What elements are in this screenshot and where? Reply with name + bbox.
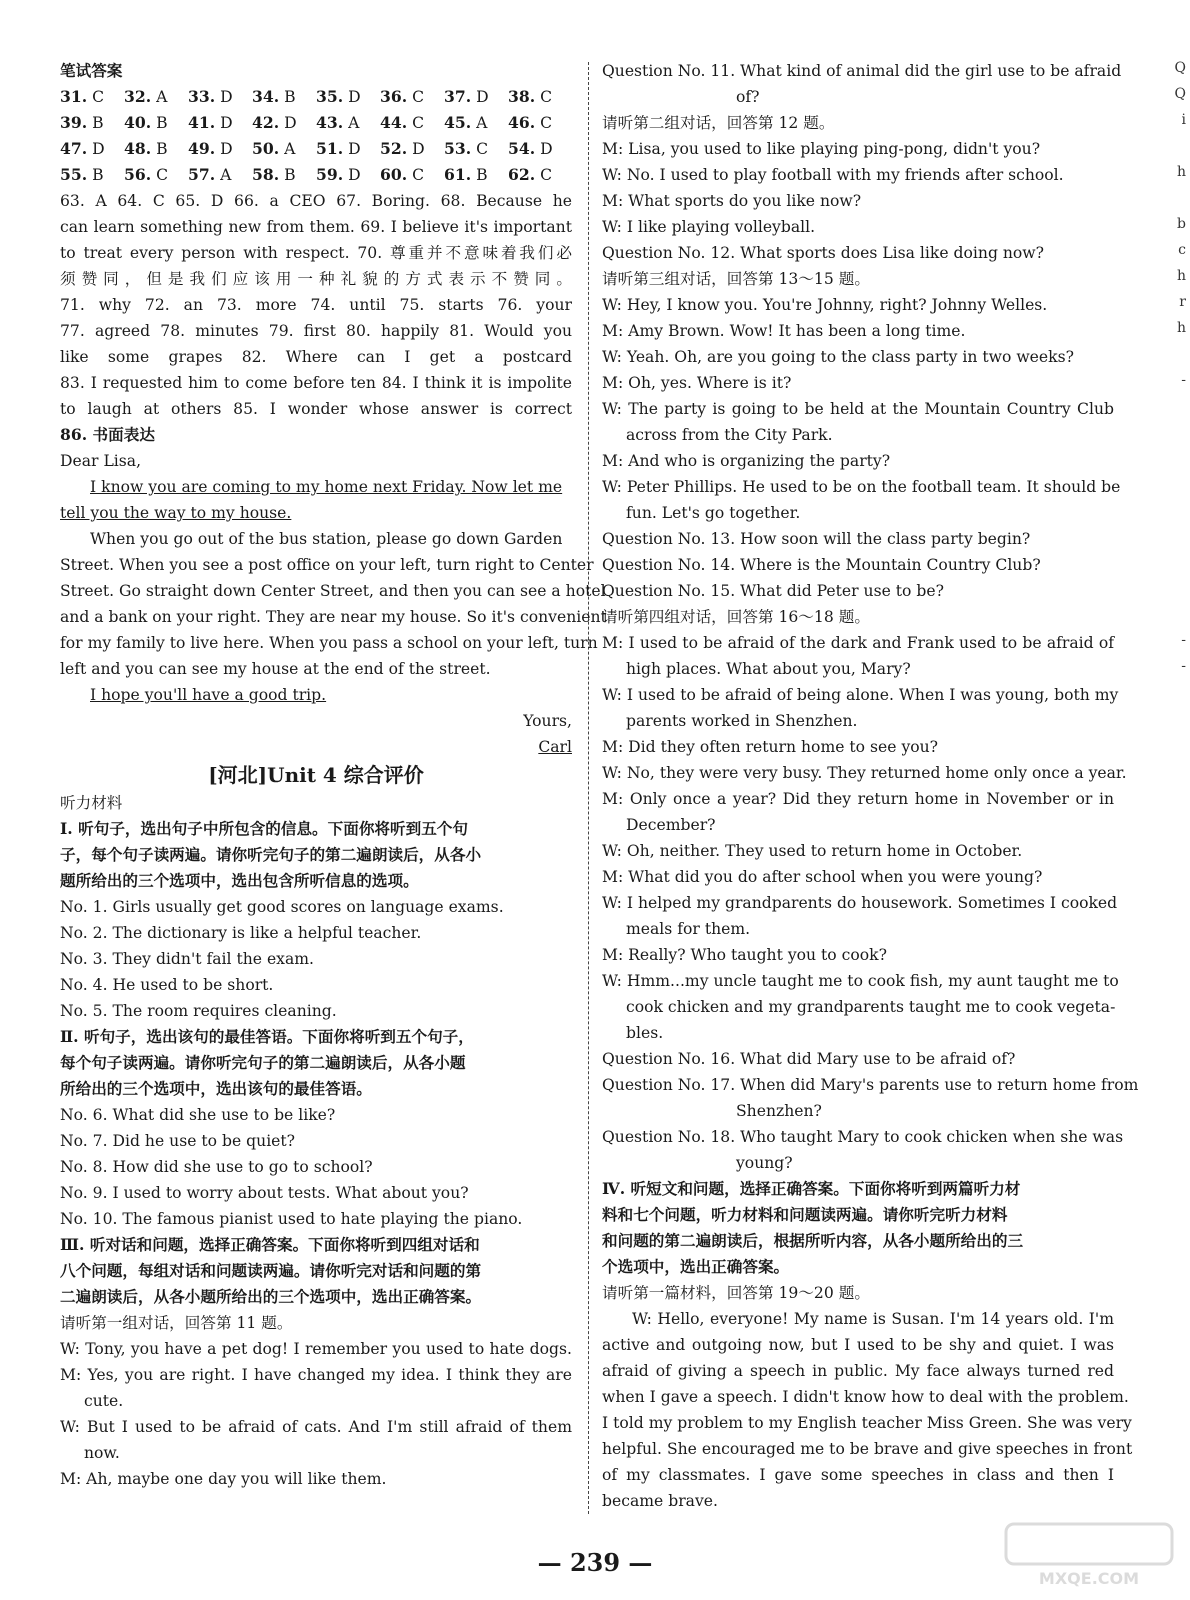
- text-line: 和问题的第二遍朗读后，根据所听内容，从各小题所给出的三: [602, 1231, 1024, 1250]
- letter-closing: I hope you'll have a good trip.: [90, 686, 327, 704]
- adjacent-page-edge: Q Q i h b c h r h - - -: [1174, 60, 1186, 674]
- answer-choice: C: [156, 166, 169, 184]
- text-line: afraid of giving a speech in public. My face always turned red: [602, 1362, 1114, 1380]
- answer-item: [508, 84, 572, 110]
- answer-number: 53.: [444, 139, 472, 158]
- answer-number: 45.: [444, 113, 472, 132]
- text-line: of my classmates. I gave some speeches in class and then I: [602, 1466, 1114, 1484]
- answer-number: 44.: [380, 113, 408, 132]
- text-line: of?: [736, 88, 760, 106]
- answer-number: 54.: [508, 139, 536, 158]
- text-line: M: Really? Who taught you to cook?: [602, 946, 887, 964]
- answer-item: [444, 110, 508, 136]
- answer-number: 31.: [60, 87, 88, 106]
- answer-item: [444, 84, 508, 110]
- answer-item: [188, 136, 252, 162]
- answer-choice: C: [476, 140, 489, 158]
- text-line: W: Hello, everyone! My name is Susan. I'm 14 years old. I'm: [632, 1310, 1114, 1328]
- part3-intro: 请听第一组对话，回答第 11 题。: [60, 1314, 293, 1332]
- answer-item: [188, 162, 252, 188]
- answer-choice: D: [348, 166, 361, 184]
- answer-choice: C: [92, 88, 105, 106]
- answer-item: [380, 110, 444, 136]
- answer-item: [124, 84, 188, 110]
- section-title: [河北]Unit 4 综合评价: [208, 763, 424, 787]
- part1-item: No. 4. He used to be short.: [60, 976, 274, 994]
- answer-number: 42.: [252, 113, 280, 132]
- answer-item: [508, 136, 572, 162]
- answer-item: [444, 162, 508, 188]
- part1-item: No. 5. The room requires cleaning.: [60, 1002, 337, 1020]
- text-line: Question No. 12. What sports does Lisa like doing now?: [602, 244, 1045, 262]
- answer-item: [60, 162, 124, 188]
- text-line: W: No. I used to play football with my friends after school.: [602, 166, 1064, 184]
- svg-text:MXQE.COM: MXQE.COM: [1038, 1569, 1140, 1588]
- answer-item: [252, 162, 316, 188]
- answer-item: [380, 136, 444, 162]
- text-line: W: I like playing volleyball.: [602, 218, 816, 236]
- page-number: — 239 —: [537, 1548, 653, 1577]
- text-line: M: Only once a year? Did they return home in November or in: [602, 790, 1114, 808]
- part1-item: No. 3. They didn't fail the exam.: [60, 950, 315, 968]
- answer-choice: C: [412, 166, 425, 184]
- text-line: W: I used to be afraid of being alone. When I was young, both my: [602, 686, 1119, 704]
- part1-item: No. 1. Girls usually get good scores on language exams.: [60, 898, 504, 916]
- answer-item: [252, 110, 316, 136]
- answer-choice: A: [348, 114, 360, 132]
- letter-body-line: Street. When you see a post office on your left, turn right to Center: [60, 556, 594, 574]
- dialog-line: M: Ah, maybe one day you will like them.: [60, 1470, 387, 1488]
- right-column: [602, 58, 1139, 1514]
- answer-line: to treat every person with respect. 70. 尊重并不意味着我们必: [60, 244, 572, 262]
- text-line: 个选项中，选出正确答案。: [602, 1257, 790, 1276]
- part3-instruction: 二遍朗读后，从各小题所给出的三个选项中，选出正确答案。: [60, 1287, 482, 1306]
- text-line: M: What sports do you like now?: [602, 192, 862, 210]
- answer-choice: A: [156, 88, 168, 106]
- answer-number: 57.: [188, 165, 216, 184]
- answer-choice: D: [412, 140, 425, 158]
- part2-item: No. 8. How did she use to go to school?: [60, 1158, 373, 1176]
- answer-number: 52.: [380, 139, 408, 158]
- dialog-line: cute.: [84, 1392, 124, 1410]
- text-line: became brave.: [602, 1492, 718, 1510]
- answer-item: [124, 110, 188, 136]
- answer-item: [380, 162, 444, 188]
- dialog-line: W: Tony, you have a pet dog! I remember you used to hate dogs.: [60, 1340, 572, 1358]
- answer-choice: D: [284, 114, 297, 132]
- answer-item: [60, 110, 124, 136]
- answer-number: 51.: [316, 139, 344, 158]
- part2-item: No. 6. What did she use to be like?: [60, 1106, 336, 1124]
- answer-number: 32.: [124, 87, 152, 106]
- answer-line: can learn something new from them. 69. I believe it's important: [60, 218, 572, 236]
- text-line: 请听第三组对话，回答第 13～15 题。: [602, 270, 870, 288]
- text-line: W: Oh, neither. They used to return home in October.: [602, 842, 1023, 860]
- text-line: M: Lisa, you used to like playing ping-pong, didn't you?: [602, 140, 1041, 158]
- answer-choice: A: [284, 140, 296, 158]
- letter-greeting: Dear Lisa,: [60, 452, 142, 470]
- answer-number: 34.: [252, 87, 280, 106]
- answer-item: [508, 110, 572, 136]
- answer-number: 35.: [316, 87, 344, 106]
- answer-choice: A: [476, 114, 488, 132]
- text-line: parents worked in Shenzhen.: [626, 712, 858, 730]
- text-line: M: Oh, yes. Where is it?: [602, 374, 792, 392]
- answer-choice: D: [540, 140, 553, 158]
- answer-number: 58.: [252, 165, 280, 184]
- answer-number: 55.: [60, 165, 88, 184]
- text-line: M: And who is organizing the party?: [602, 452, 891, 470]
- answer-line: 71. why 72. an 73. more 74. until 75. starts 76. your: [60, 296, 572, 314]
- answer-item: [188, 110, 252, 136]
- answer-item: [316, 110, 380, 136]
- letter-body-line: for my family to live here. When you pass a school on your left, turn: [60, 634, 598, 652]
- writing-header: 86. 书面表达: [60, 425, 155, 444]
- letter-intro-line: I know you are coming to my home next Friday. Now let me: [90, 478, 563, 496]
- answer-choice: A: [220, 166, 232, 184]
- text-line: W: Hey, I know you. You're Johnny, right? Johnny Welles.: [602, 296, 1048, 314]
- answer-choice: B: [92, 114, 104, 132]
- answer-item: [316, 84, 380, 110]
- answer-item: [60, 136, 124, 162]
- text-line: cook chicken and my grandparents taught me to cook vegeta-: [626, 998, 1116, 1016]
- answer-choice: C: [540, 166, 553, 184]
- answer-line: to laugh at others 85. I wonder whose answer is correct: [60, 400, 572, 418]
- listening-header: 听力材料: [60, 794, 123, 812]
- dialog-line: W: But I used to be afraid of cats. And I'm still afraid of them: [60, 1418, 572, 1436]
- text-line: Question No. 14. Where is the Mountain Country Club?: [602, 556, 1041, 574]
- answer-grid: [60, 84, 572, 188]
- answer-number: 48.: [124, 139, 152, 158]
- answer-choice: B: [284, 88, 296, 106]
- answer-choice: D: [348, 88, 361, 106]
- answer-number: 62.: [508, 165, 536, 184]
- letter-sign-yours: Yours,: [523, 712, 572, 730]
- text-line: fun. Let's go together.: [626, 504, 801, 522]
- part2-item: No. 9. I used to worry about tests. What about you?: [60, 1184, 469, 1202]
- part1-item: No. 2. The dictionary is like a helpful teacher.: [60, 924, 422, 942]
- text-line: Question No. 13. How soon will the class party begin?: [602, 530, 1031, 548]
- text-line: W: No, they were very busy. They returned home only once a year.: [602, 764, 1127, 782]
- answer-item: [188, 84, 252, 110]
- answer-choice: D: [92, 140, 105, 158]
- answer-number: 56.: [124, 165, 152, 184]
- text-line: bles.: [626, 1024, 664, 1042]
- answer-number: 61.: [444, 165, 472, 184]
- answer-choice: C: [412, 88, 425, 106]
- answer-number: 50.: [252, 139, 280, 158]
- text-line: Ⅳ. 听短文和问题，选择正确答案。下面你将听到两篇听力材: [602, 1179, 1021, 1198]
- answer-line: 83. I requested him to come before ten 84. I think it is impolite: [60, 374, 572, 392]
- text-line: Question No. 15. What did Peter use to be?: [602, 582, 944, 600]
- text-line: Question No. 17. When did Mary's parents use to return home from: [602, 1076, 1139, 1094]
- part2-instruction: 所给出的三个选项中，选出该句的最佳答语。: [60, 1079, 372, 1098]
- left-column: [60, 58, 607, 1492]
- text-line: when I gave a speech. I didn't know how to deal with the problem.: [602, 1388, 1129, 1406]
- answer-item: [252, 136, 316, 162]
- column-divider: [588, 62, 589, 1514]
- answer-number: 47.: [60, 139, 88, 158]
- text-line: December?: [626, 816, 716, 834]
- text-line: helpful. She encouraged me to be brave and give speeches in front: [602, 1440, 1133, 1458]
- answer-number: 60.: [380, 165, 408, 184]
- letter-body-line: Street. Go straight down Center Street, and then you can see a hotel: [60, 582, 606, 600]
- text-line: 请听第四组对话，回答第 16～18 题。: [602, 608, 870, 626]
- letter-intro-line: tell you the way to my house.: [60, 504, 292, 522]
- answer-item: [444, 136, 508, 162]
- answer-choice: B: [156, 140, 168, 158]
- text-line: active and outgoing now, but I used to be shy and quiet. I was: [602, 1336, 1114, 1354]
- answer-item: [60, 84, 124, 110]
- answer-choice: B: [92, 166, 104, 184]
- answer-number: 46.: [508, 113, 536, 132]
- part3-instruction: Ⅲ. 听对话和问题，选择正确答案。下面你将听到四组对话和: [60, 1235, 480, 1254]
- answer-choice: D: [220, 140, 233, 158]
- answer-number: 36.: [380, 87, 408, 106]
- answer-number: 33.: [188, 87, 216, 106]
- text-line: M: Did they often return home to see you?: [602, 738, 939, 756]
- answer-choice: B: [156, 114, 168, 132]
- answer-choice: C: [412, 114, 425, 132]
- text-line: W: I helped my grandparents do housework. Sometimes I cooked: [602, 894, 1118, 912]
- text-line: across from the City Park.: [626, 426, 833, 444]
- answer-item: [380, 84, 444, 110]
- answer-choice: C: [540, 88, 553, 106]
- watermark-logo: [1004, 1522, 1174, 1592]
- text-line: high places. What about you, Mary?: [626, 660, 911, 678]
- text-line: Question No. 16. What did Mary use to be afraid of?: [602, 1050, 1016, 1068]
- text-line: W: The party is going to be held at the Mountain Country Club: [602, 400, 1114, 418]
- part2-instruction: 每个句子读两遍。请你听完句子的第二遍朗读后，从各小题: [60, 1053, 466, 1072]
- text-line: meals for them.: [626, 920, 751, 938]
- answer-choice: D: [476, 88, 489, 106]
- answer-choice: D: [220, 88, 233, 106]
- answer-item: [124, 162, 188, 188]
- answer-number: 49.: [188, 139, 216, 158]
- part2-item: No. 10. The famous pianist used to hate playing the piano.: [60, 1210, 523, 1228]
- answer-line: like some grapes 82. Where can I get a postcard: [60, 348, 572, 366]
- answer-choice: C: [540, 114, 553, 132]
- text-line: Question No. 11. What kind of animal did the girl use to be afraid: [602, 62, 1122, 80]
- letter-body-line: left and you can see my house at the end of the street.: [60, 660, 491, 678]
- letter-body-line: When you go out of the bus station, please go down Garden: [90, 530, 563, 548]
- answer-number: 59.: [316, 165, 344, 184]
- text-line: W: Yeah. Oh, are you going to the class party in two weeks?: [602, 348, 1074, 366]
- answer-item: [252, 84, 316, 110]
- text-line: M: What did you do after school when you were young?: [602, 868, 1043, 886]
- text-line: M: I used to be afraid of the dark and Frank used to be afraid of: [602, 634, 1114, 652]
- answer-item: [508, 162, 572, 188]
- letter-sign-name: Carl: [538, 738, 572, 756]
- text-line: W: Peter Phillips. He used to be on the football team. It should be: [602, 478, 1121, 496]
- answer-item: [124, 136, 188, 162]
- part3-instruction: 八个问题，每组对话和问题读两遍。请你听完对话和问题的第: [60, 1261, 482, 1280]
- text-line: 请听第一篇材料，回答第 19～20 题。: [602, 1284, 870, 1302]
- answer-choice: D: [220, 114, 233, 132]
- text-line: Question No. 18. Who taught Mary to cook chicken when she was: [602, 1128, 1124, 1146]
- answer-number: 40.: [124, 113, 152, 132]
- answer-choice: B: [476, 166, 488, 184]
- answer-line: 63. A 64. C 65. D 66. a CEO 67. Boring. 68. Because he: [60, 192, 572, 210]
- answer-item: [316, 136, 380, 162]
- part1-instruction: 子，每个句子读两遍。请你听完句子的第二遍朗读后，从各小: [60, 845, 482, 864]
- part1-instruction: 题所给出的三个选项中，选出包含所听信息的选项。: [60, 871, 419, 890]
- answer-number: 38.: [508, 87, 536, 106]
- text-line: 料和七个问题，听力材料和问题读两遍。请你听完听力材料: [602, 1205, 1008, 1224]
- text-line: W: Hmm...my uncle taught me to cook fish, my aunt taught me to: [602, 972, 1119, 990]
- answer-choice: B: [284, 166, 296, 184]
- part2-instruction: Ⅱ. 听句子，选出该句的最佳答语。下面你将听到五个句子，: [60, 1027, 474, 1046]
- answer-number: 39.: [60, 113, 88, 132]
- answer-number: 37.: [444, 87, 472, 106]
- part1-instruction: Ⅰ. 听句子，选出句子中所包含的信息。下面你将听到五个句: [60, 819, 468, 838]
- answer-number: 43.: [316, 113, 344, 132]
- answer-line: 须赞同，但是我们应该用一种礼貌的方式表示不赞同。: [60, 270, 572, 288]
- letter-body-line: and a bank on your right. They are near my house. So it's convenient: [60, 608, 607, 626]
- text-line: I told my problem to my English teacher Miss Green. She was very: [602, 1414, 1132, 1432]
- answer-choice: D: [348, 140, 361, 158]
- answer-item: [316, 162, 380, 188]
- answer-line: 77. agreed 78. minutes 79. first 80. happily 81. Would you: [60, 322, 572, 340]
- dialog-line: M: Yes, you are right. I have changed my idea. I think they are: [60, 1366, 572, 1384]
- answers-header: 笔试答案: [60, 61, 123, 80]
- dialog-line: now.: [84, 1444, 120, 1462]
- text-line: young?: [736, 1154, 793, 1172]
- text-line: M: Amy Brown. Wow! It has been a long time.: [602, 322, 966, 340]
- answer-number: 41.: [188, 113, 216, 132]
- part2-item: No. 7. Did he use to be quiet?: [60, 1132, 296, 1150]
- text-line: 请听第二组对话，回答第 12 题。: [602, 114, 835, 132]
- text-line: Shenzhen?: [736, 1102, 822, 1120]
